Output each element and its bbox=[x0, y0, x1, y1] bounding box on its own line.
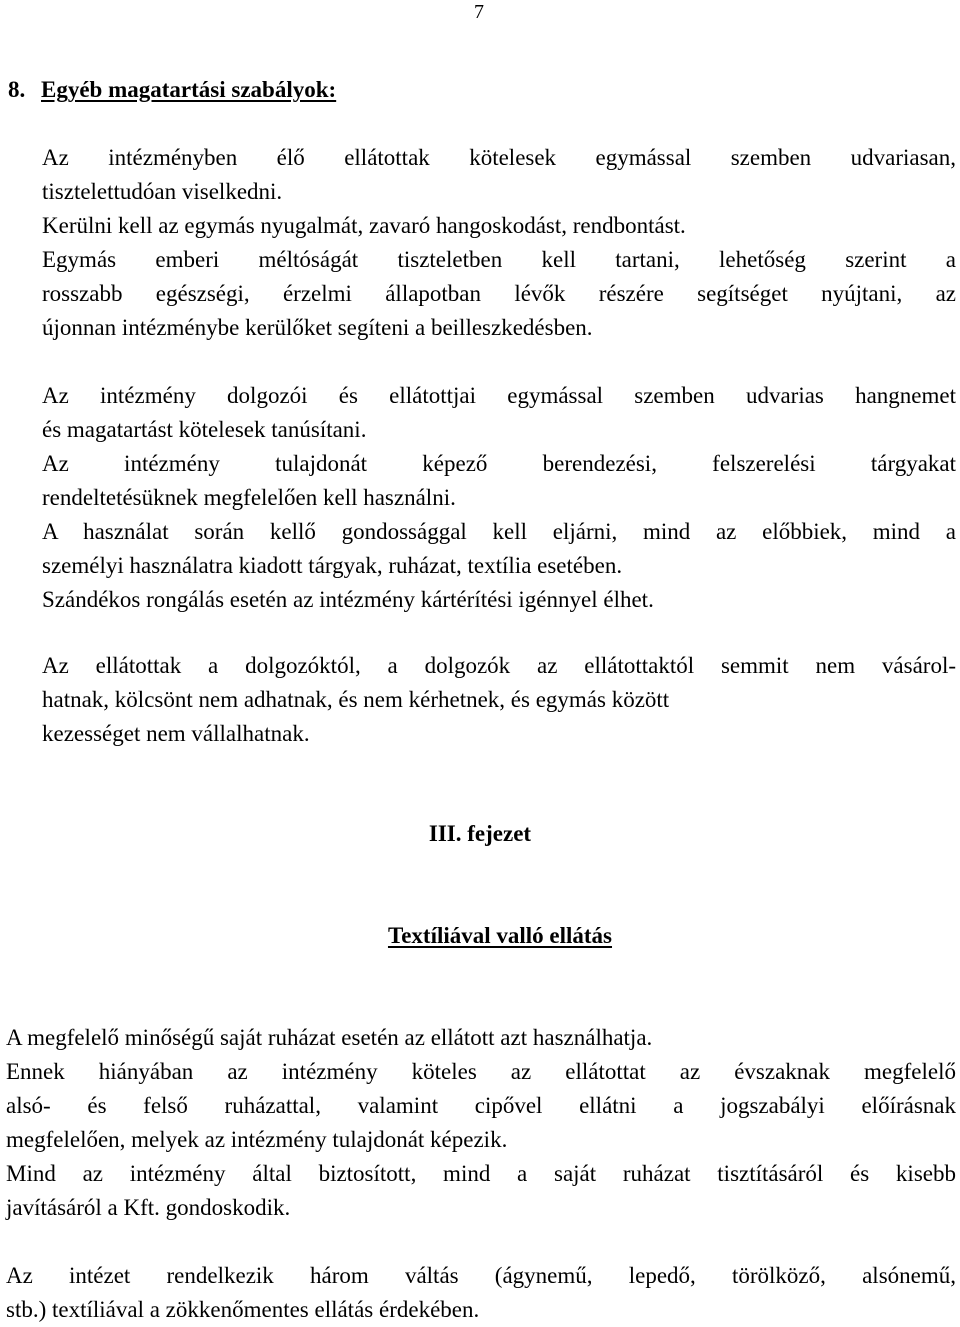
text-line: megfelelően, melyek az intézmény tulajdonát képezik. bbox=[6, 1127, 508, 1152]
text-line: rosszabb egészségi, érzelmi állapotban lévők részére segítséget nyújtani, az bbox=[42, 281, 956, 306]
text-line: hatnak, kölcsönt nem adhatnak, és nem kérhetnek, és egymás között bbox=[42, 687, 670, 712]
paragraph-3 bbox=[42, 649, 956, 751]
text-line: Ennek hiányában az intézmény köteles az ellátottat az évszaknak megfelelő bbox=[6, 1059, 956, 1084]
text-line: A használat során kellő gondossággal kell eljárni, mind az előbbiek, mind a bbox=[42, 519, 956, 544]
text-line: Szándékos rongálás esetén az intézmény kártérítési igénnyel élhet. bbox=[42, 587, 654, 612]
text-line: javításáról a Kft. gondoskodik. bbox=[6, 1195, 291, 1220]
section-title: Egyéb magatartási szabályok: bbox=[41, 77, 337, 102]
text-line: Az intézmény dolgozói és ellátottjai egymással szemben udvarias hangnemet bbox=[42, 383, 956, 408]
chapter-heading: III. fejezet bbox=[428, 821, 532, 846]
text-line: személyi használatra kiadott tárgyak, ruházat, textília esetében. bbox=[42, 553, 623, 578]
section-heading bbox=[8, 73, 336, 107]
paragraph-2 bbox=[42, 379, 956, 617]
paragraph-5 bbox=[6, 1259, 956, 1327]
section-number: 8. bbox=[8, 77, 26, 102]
chapter-title-text: Textíliával valló ellátás bbox=[387, 923, 613, 948]
text-line: tisztelettudóan viselkedni. bbox=[42, 179, 283, 204]
text-line: alsó- és felső ruházattal, valamint cipővel ellátni a jogszabályi előírásnak bbox=[6, 1093, 956, 1118]
paragraph-4 bbox=[6, 1021, 956, 1225]
paragraph-1 bbox=[42, 141, 956, 345]
text-line: kezességet nem vállalhatnak. bbox=[42, 721, 310, 746]
text-line: Az intézményben élő ellátottak kötelesek egymással szemben udvariasan, bbox=[42, 145, 956, 170]
page-number: 7 bbox=[474, 1, 484, 23]
text-line: és magatartást kötelesek tanúsítani. bbox=[42, 417, 367, 442]
text-line: Az ellátottak a dolgozóktól, a dolgozók az ellátottaktól semmit nem vásárol- bbox=[42, 653, 956, 678]
text-line: rendeltetésüknek megfelelően kell használni. bbox=[42, 485, 456, 510]
text-line: stb.) textíliával a zökkenőmentes ellátás érdekében. bbox=[6, 1297, 480, 1322]
text-line: A megfelelő minőségű saját ruházat esetén az ellátott azt használhatja. bbox=[6, 1025, 653, 1050]
text-line: Az intézmény tulajdonát képező berendezési, felszerelési tárgyakat bbox=[42, 451, 956, 476]
text-line: újonnan intézménybe kerülőket segíteni a beilleszkedésben. bbox=[42, 315, 593, 340]
text-line: Mind az intézmény által biztosított, mind a saját ruházat tisztításáról és kisebb bbox=[6, 1161, 956, 1186]
text-line: Az intézet rendelkezik három váltás (ágynemű, lepedő, törölköző, alsónemű, bbox=[6, 1263, 956, 1288]
chapter-title bbox=[0, 919, 960, 953]
text-line: Egymás emberi méltóságát tiszteletben kell tartani, lehetőség szerint a bbox=[42, 247, 956, 272]
text-line: Kerülni kell az egymás nyugalmát, zavaró hangoskodást, rendbontást. bbox=[42, 213, 686, 238]
